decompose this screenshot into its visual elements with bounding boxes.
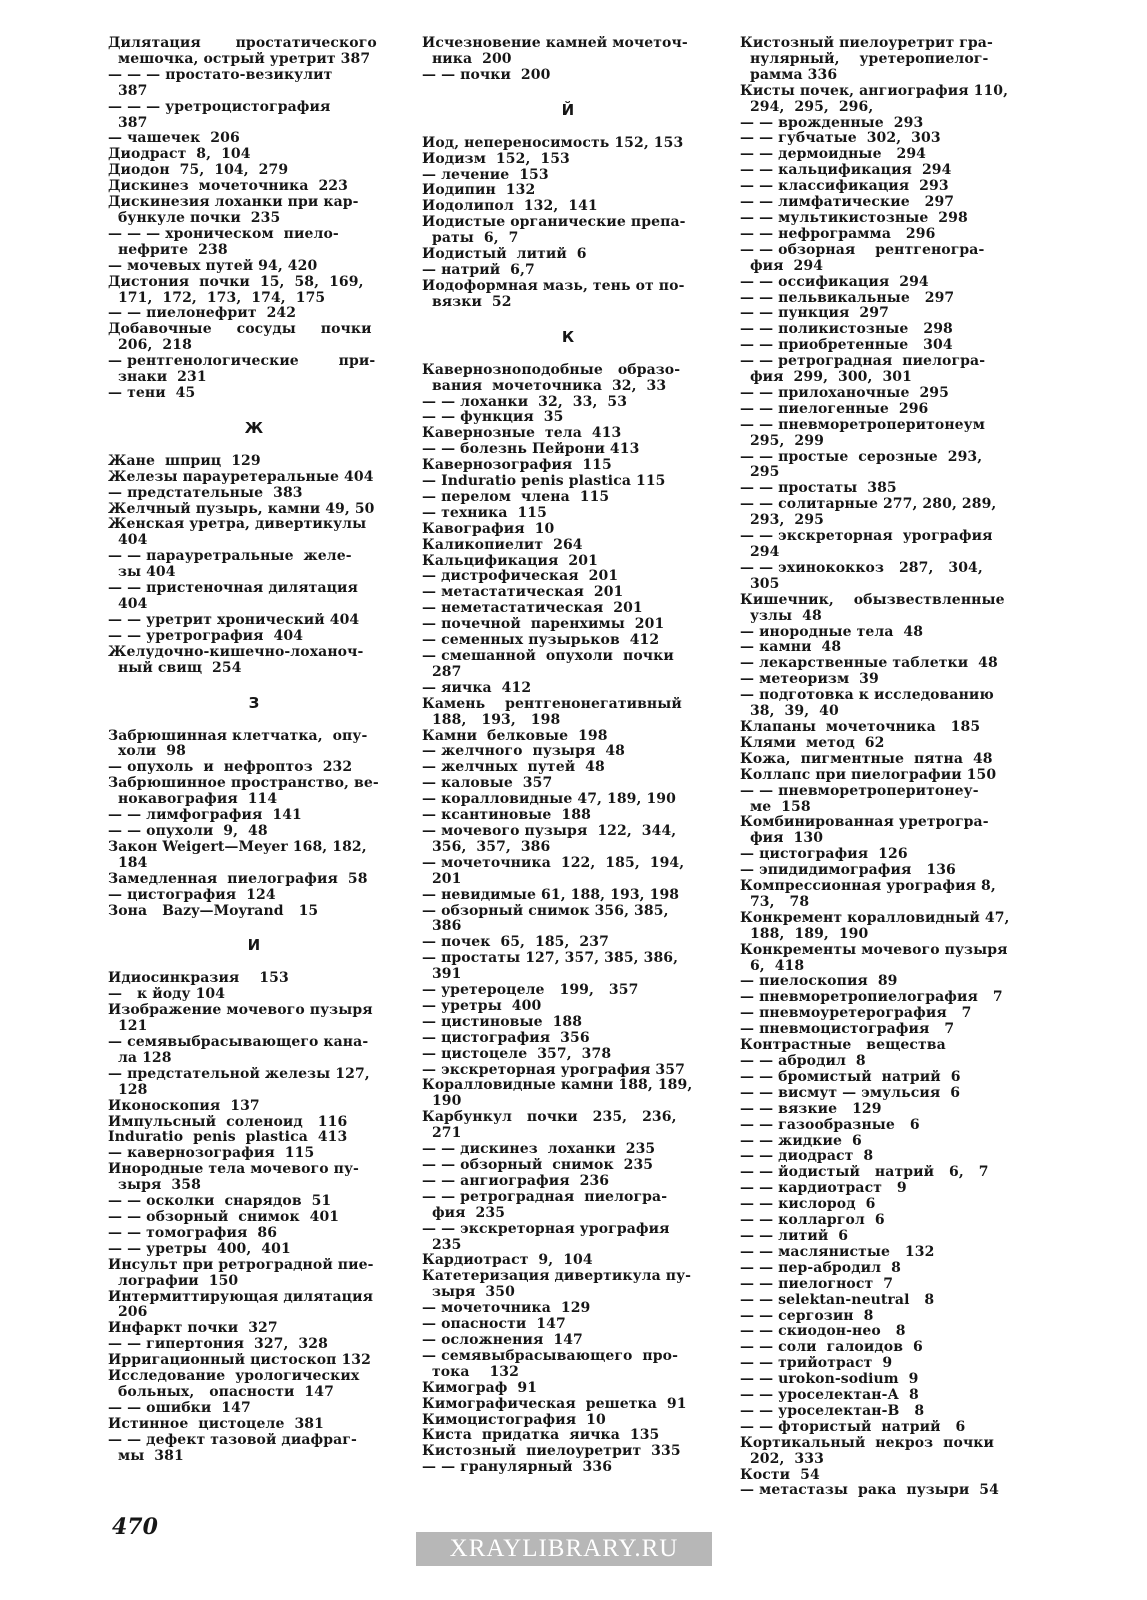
index-entry: — — литий 6	[740, 1228, 849, 1244]
index-entry: Конкремент коралловидный 47,	[740, 910, 1010, 926]
index-entry: — — скиодон-нео 8	[740, 1324, 906, 1340]
index-entry: — — гипертония 327, 328	[108, 1337, 328, 1353]
index-entry: Кавернозография 115	[422, 458, 612, 474]
page-number: 470	[112, 1514, 158, 1540]
index-entry: холи 98	[108, 744, 186, 760]
index-entry: раты 6, 7	[422, 231, 519, 247]
section-letter: Ж	[244, 418, 264, 437]
index-entry: Кости 54	[740, 1467, 820, 1483]
index-entry: Камни белковые 198	[422, 728, 608, 744]
index-entry: 356, 357, 386	[422, 839, 551, 855]
index-entry: Компрессионная урография 8,	[740, 879, 996, 895]
index-entry: — цистография 356	[422, 1030, 590, 1046]
index-entry: Дистония почки 15, 58, 169,	[108, 274, 364, 290]
index-entry: Клапаны мочеточника 185	[740, 719, 981, 735]
index-entry: 293, 295	[740, 513, 824, 529]
index-entry: — — опухоли 9, 48	[108, 823, 268, 839]
index-entry: Замедленная пиелография 58	[108, 871, 368, 887]
index-entry: — пневморетропиелография 7	[740, 990, 1003, 1006]
section-letter: И	[247, 936, 261, 955]
index-entry: вания мочеточника 32, 33	[422, 378, 667, 394]
index-entry: — — дермоидные 294	[740, 147, 927, 163]
index-entry: — — поликистозные 298	[740, 322, 953, 338]
index-entry: Кимографическая решетка 91	[422, 1396, 687, 1412]
index-entry: — — осколки снарядов 51	[108, 1194, 332, 1210]
index-entry: тока 132	[422, 1364, 519, 1380]
index-entry: Каликопиелит 264	[422, 537, 583, 553]
index-entry: Кавернозные тела 413	[422, 426, 622, 442]
index-entry: вязки 52	[422, 294, 512, 310]
index-entry: зыря 358	[108, 1178, 201, 1194]
index-entry: 184	[108, 855, 148, 871]
index-entry: Кисты почек, ангиография 110,	[740, 83, 1009, 99]
index-entry: Железы парауретеральные 404	[108, 469, 374, 485]
index-entry: — — лоханки 32, 33, 53	[422, 394, 628, 410]
index-entry: — — мультикистозные 298	[740, 210, 968, 226]
index-entry: — цистография 126	[740, 847, 908, 863]
index-entry: — пиелоскопия 89	[740, 974, 898, 990]
index-entry: 387	[108, 83, 148, 99]
index-entry: Исчезновение камней мочеточ-	[422, 36, 688, 51]
index-entry: Интермиттирующая дилятация	[108, 1289, 374, 1305]
index-entry: знаки 231	[108, 370, 207, 386]
index-entry: — ксантиновые 188	[422, 808, 591, 824]
index-entry: — уретры 400	[422, 998, 542, 1014]
index-entry: — — классификация 293	[740, 179, 949, 195]
index-entry: — тени 45	[108, 385, 196, 401]
index-entry: — — selektan-neutral 8	[740, 1292, 935, 1308]
index-entry: — кавернозография 115	[108, 1146, 315, 1162]
index-entry: 171, 172, 173, 174, 175	[108, 290, 326, 306]
index-entry: — опасности 147	[422, 1317, 566, 1333]
index-entry: — чашечек 206	[108, 131, 240, 147]
section-letter: Й	[561, 100, 575, 119]
index-entry: Кистозный пиелоуретрит гра-	[740, 36, 993, 51]
index-entry: Женская уретра, дивертикулы	[108, 517, 367, 533]
index-entry: — желчных путей 48	[422, 760, 605, 776]
index-entry: 190	[422, 1094, 462, 1110]
index-entry: нокавография 114	[108, 792, 278, 808]
index-entry: — — экскреторная урография	[422, 1221, 670, 1237]
index-entry: — — пиелогност 7	[740, 1276, 894, 1292]
index-entry: — — обзорная рентгеногра-	[740, 242, 985, 258]
index-entry: 188, 193, 198	[422, 712, 561, 728]
index-entry: 387	[108, 115, 148, 131]
index-entry: — — приобретенные 304	[740, 338, 953, 354]
index-entry: Кимоцистография 10	[422, 1412, 606, 1428]
index-column-1	[108, 36, 400, 1465]
index-entry: Киста придатка яичка 135	[422, 1428, 660, 1444]
index-entry: — — жидкие 6	[740, 1133, 862, 1149]
watermark: XRAYLIBRARY.RU	[416, 1532, 712, 1566]
index-entry: — камни 48	[740, 640, 842, 656]
index-entry: — цистоцеле 357, 378	[422, 1046, 612, 1062]
index-entry: — — пневморетроперитонеум	[740, 417, 985, 433]
index-entry: Induratio penis plastica 413	[108, 1130, 348, 1146]
index-entry: — инородные тела 48	[740, 624, 924, 640]
index-entry: — — экскреторная урография	[740, 529, 993, 545]
index-entry: 295	[740, 465, 780, 481]
index-entry: — — абродил 8	[740, 1054, 866, 1069]
index-entry: — — пиелонефрит 242	[108, 306, 297, 322]
index-entry: Идиосинкразия 153	[108, 971, 289, 987]
index-entry: — предстательной железы 127,	[108, 1066, 370, 1082]
index-entry: — — обзорный снимок 235	[422, 1158, 654, 1173]
index-entry: — — висмут — эмульсия 6	[740, 1085, 961, 1101]
index-entry: — — колларгол 6	[740, 1213, 885, 1229]
index-entry: Кавернозноподобные образо-	[422, 362, 681, 378]
index-entry: — Induratio penis plastica 115	[422, 474, 666, 490]
index-entry: — — лимфатические 297	[740, 195, 955, 211]
index-entry: — цистиновые 188	[422, 1014, 583, 1030]
index-entry: — — кардиотраст 9	[740, 1181, 907, 1197]
index-entry: — — болезнь Пейрони 413	[422, 442, 640, 458]
index-entry: — — уретрит хронический 404	[108, 612, 360, 628]
index-entry: 201	[422, 871, 462, 887]
index-entry: Зона Bazy—Moyrand 15	[108, 903, 319, 919]
index-entry: 295, 299	[740, 433, 824, 449]
index-entry: Истинное цистоцеле 381	[108, 1416, 324, 1432]
index-entry: Кардиотраст 9, 104	[422, 1253, 593, 1269]
index-entry: — — пневморетроперитонеу-	[740, 783, 979, 799]
index-entry: фия 130	[740, 831, 824, 847]
index-entry: фия 235	[422, 1205, 506, 1221]
index-entry: 287	[422, 664, 462, 680]
index-entry: Кавография 10	[422, 521, 555, 537]
index-entry: Жане шприц 129	[108, 453, 261, 469]
index-entry: 235	[422, 1237, 462, 1253]
index-entry: — — сергозин 8	[740, 1308, 874, 1324]
index-entry: Добавочные сосуды почки	[108, 322, 372, 338]
index-entry: — — бромистый натрий 6	[740, 1069, 961, 1085]
index-entry: — мочевого пузыря 122, 344,	[422, 823, 677, 839]
index-entry: — эпидидимография 136	[740, 863, 956, 879]
index-entry: Кальцификация 201	[422, 553, 598, 569]
index-entry: — — врожденные 293	[740, 115, 924, 131]
index-entry: — опухоль и нефроптоз 232	[108, 760, 353, 776]
index-entry: лографии 150	[108, 1273, 239, 1289]
index-entry: — — пункция 297	[740, 306, 889, 322]
index-entry: фия 299, 300, 301	[740, 370, 912, 386]
index-entry: — почечной паренхимы 201	[422, 617, 665, 633]
index-entry: 202, 333	[740, 1451, 824, 1467]
index-entry: 305	[740, 576, 780, 592]
index-entry: — — уроселектан-В 8	[740, 1403, 925, 1419]
index-entry: — желчного пузыря 48	[422, 744, 626, 760]
index-entry: — пневмоцистография 7	[740, 1022, 955, 1038]
index-entry: Инородные тела мочевого пу-	[108, 1162, 359, 1178]
index-entry: — перелом члена 115	[422, 489, 610, 505]
index-entry: Комбинированная уретрогра-	[740, 815, 989, 831]
index-entry: — — функция 35	[422, 410, 564, 426]
index-entry: — — уретрография 404	[108, 628, 304, 644]
index-entry: — предстательные 383	[108, 485, 303, 501]
index-entry: больных, опасности 147	[108, 1384, 334, 1400]
index-entry: — — соли галоидов 6	[740, 1340, 923, 1356]
index-entry: — мочевых путей 94, 420	[108, 258, 318, 274]
index-entry: — — почки 200	[422, 67, 551, 83]
index-entry: — — ретроградная пиелогра-	[740, 354, 986, 370]
index-entry: — — томография 86	[108, 1225, 278, 1241]
index-entry: 128	[108, 1082, 148, 1098]
index-entry: — рентгенологические при-	[108, 354, 376, 370]
index-entry: — — пристеночная дилятация	[108, 581, 358, 597]
index-entry: — — уроселектан-А 8	[740, 1388, 919, 1404]
index-entry: Диодраст 8, 104	[108, 147, 251, 163]
index-entry: — — — простато-везикулит	[108, 67, 333, 83]
index-entry: Клями метод 62	[740, 735, 885, 751]
index-entry: — — дефект тазовой диафраг-	[108, 1432, 357, 1448]
index-entry: Коллапс при пиелографии 150	[740, 767, 997, 783]
index-entry: Изображение мочевого пузыря	[108, 1003, 373, 1019]
index-entry: Йодипин 132	[422, 183, 536, 199]
index-entry: Забрюшинная клетчатка, опу-	[108, 728, 368, 744]
index-entry: — — простые серозные 293,	[740, 449, 983, 465]
index-entry: 386	[422, 919, 462, 935]
index-entry: — — urokon-sodium 9	[740, 1372, 919, 1388]
index-entry: — — фтористый натрий 6	[740, 1419, 966, 1435]
index-entry: нефрите 238	[108, 242, 228, 258]
index-entry: узлы 48	[740, 608, 822, 624]
index-entry: — к йоду 104	[108, 987, 226, 1003]
index-entry: — — оссификация 294	[740, 274, 929, 290]
index-entry: ла 128	[108, 1050, 172, 1066]
index-entry: — подготовка к исследованию	[740, 688, 994, 704]
index-entry: рамма 336	[740, 67, 838, 83]
index-entry: 294, 295, 296,	[740, 99, 874, 115]
index-entry: — — — уретроцистография	[108, 99, 331, 115]
index-entry: — — лимфография 141	[108, 808, 302, 824]
index-entry: — — гранулярный 336	[422, 1460, 613, 1476]
index-entry: Конкременты мочевого пузыря	[740, 942, 1008, 958]
index-entry: Йодизм 152, 153	[422, 151, 570, 167]
index-entry: — — маслянистые 132	[740, 1244, 935, 1260]
index-entry: — — солитарные 277, 280, 289,	[740, 497, 997, 513]
index-entry: 188, 189, 190	[740, 926, 869, 942]
index-entry: — натрий 6,7	[422, 262, 535, 278]
section-letter: К	[561, 327, 575, 346]
index-entry: Контрастные вещества	[740, 1038, 946, 1054]
index-entry: — осложнения 147	[422, 1332, 583, 1348]
index-entry: Иконоскопия 137	[108, 1098, 260, 1114]
index-entry: — невидимые 61, 188, 193, 198	[422, 887, 680, 903]
index-entry: — — дискинез лоханки 235	[422, 1142, 656, 1158]
index-entry: Желчный пузырь, камни 49, 50	[108, 501, 375, 517]
index-entry: — обзорный снимок 356, 385,	[422, 903, 669, 919]
index-entry: — метастазы рака пузыри 54	[740, 1483, 999, 1499]
index-entry: — пневмоуретерография 7	[740, 1006, 972, 1022]
index-entry: зыря 350	[422, 1285, 515, 1301]
index-entry: — — ретроградная пиелогра-	[422, 1189, 668, 1205]
index-entry: — семявыбрасывающего про-	[422, 1348, 678, 1364]
index-column-2	[422, 36, 714, 1476]
index-entry: — смешанной опухоли почки	[422, 649, 674, 664]
index-entry: Дискинезия лоханки при кар-	[108, 195, 359, 211]
index-entry: Кимограф 91	[422, 1380, 538, 1396]
index-entry: — — нефрограмма 296	[740, 226, 936, 242]
index-entry: — техника 115	[422, 505, 547, 521]
index-entry: — лекарственные таблетки 48	[740, 656, 998, 672]
index-entry: Инсульт при ретроградной пие-	[108, 1257, 374, 1273]
index-entry: — метеоризм 39	[740, 672, 879, 688]
index-entry: — — губчатые 302, 303	[740, 131, 941, 147]
index-entry: Кишечник, обызвествленные	[740, 592, 1005, 608]
index-entry: бункуле почки 235	[108, 210, 281, 226]
index-entry: Забрюшинное пространство, ве-	[108, 776, 379, 792]
index-entry: Кортикальный некроз почки	[740, 1435, 994, 1451]
index-entry: нулярный, уретеропиелог-	[740, 51, 989, 67]
index-entry: — метастатическая 201	[422, 585, 624, 601]
index-entry: 404	[108, 533, 148, 549]
index-entry: Закон Weigert—Meyer 168, 182,	[108, 839, 367, 855]
index-entry: Камень рентгенонегативный	[422, 696, 682, 712]
index-entry: ника 200	[422, 51, 512, 67]
index-entry: Кистозный пиелоуретрит 335	[422, 1444, 681, 1460]
index-entry: — — ангиография 236	[422, 1173, 610, 1189]
index-entry: — — пельвикальные 297	[740, 290, 955, 306]
index-entry: 206	[108, 1305, 148, 1321]
index-entry: — — трийотраст 9	[740, 1356, 893, 1372]
index-entry: 38, 39, 40	[740, 704, 839, 720]
index-entry: — — простаты 385	[740, 481, 897, 497]
index-entry: — цистография 124	[108, 887, 276, 903]
index-entry: — — вязкие 129	[740, 1101, 882, 1117]
index-entry: — — — хроническом пиело-	[108, 226, 339, 242]
index-entry: ме 158	[740, 799, 811, 815]
index-entry: — мочеточника 122, 185, 194,	[422, 855, 685, 871]
index-entry: фия 294	[740, 258, 824, 274]
index-entry: 404	[108, 597, 148, 612]
index-entry: Инфаркт почки 327	[108, 1321, 278, 1337]
index-entry: — — газообразные 6	[740, 1117, 920, 1133]
index-entry: Желудочно-кишечно-лоханоч-	[108, 644, 364, 660]
index-entry: 206, 218	[108, 338, 192, 354]
index-entry: Карбункул почки 235, 236,	[422, 1110, 677, 1126]
index-entry: мешочка, острый уретрит 387	[108, 51, 371, 67]
index-entry: Ирригационный цистоскоп 132	[108, 1353, 371, 1369]
index-entry: — — кислород 6	[740, 1197, 876, 1213]
index-entry: Йодоформная мазь, тень от по-	[422, 278, 685, 294]
index-entry: — — пиелогенные 296	[740, 401, 929, 417]
index-entry: — яичка 412	[422, 680, 532, 696]
index-entry: — почек 65, 185, 237	[422, 935, 609, 951]
index-entry: Импульсный соленоид 116	[108, 1114, 348, 1130]
index-entry: Дилятация простатического	[108, 36, 377, 51]
index-column-3	[740, 36, 1032, 1499]
index-entry: Дискинез мочеточника 223	[108, 179, 348, 195]
index-entry: Кожа, пигментные пятна 48	[740, 751, 993, 767]
index-entry: — простаты 127, 357, 385, 386,	[422, 951, 679, 967]
index-entry: 271	[422, 1126, 462, 1142]
index-entry: Катетеризация дивертикула пу-	[422, 1269, 692, 1285]
index-entry: зы 404	[108, 565, 176, 581]
index-entry: 391	[422, 967, 462, 983]
index-entry: — — прилоханочные 295	[740, 385, 949, 401]
index-entry: — семявыбрасывающего кана-	[108, 1035, 369, 1051]
index-entry: 121	[108, 1019, 148, 1035]
index-entry: — семенных пузырьков 412	[422, 633, 660, 649]
index-entry: — каловые 357	[422, 776, 553, 792]
index-entry: — экскреторная урография 357	[422, 1062, 685, 1078]
index-entry: — — эхинококкоз 287, 304,	[740, 560, 983, 576]
index-entry: — — парауретральные желе-	[108, 549, 352, 565]
index-entry: — неметастатическая 201	[422, 601, 643, 617]
index-entry: Коралловидные камни 188, 189,	[422, 1078, 693, 1094]
index-entry: мы 381	[108, 1448, 184, 1464]
index-entry: — уретероцеле 199, 357	[422, 983, 639, 999]
index-entry: — лечение 153	[422, 167, 549, 183]
index-entry: Диодон 75, 104, 279	[108, 163, 289, 179]
index-entry: — — пер-абродил 8	[740, 1260, 901, 1276]
index-entry: — мочеточника 129	[422, 1301, 591, 1317]
index-entry: — — уретры 400, 401	[108, 1241, 291, 1257]
index-entry: Йодистые органические препа-	[422, 215, 686, 231]
index-entry: Йодолипол 132, 141	[422, 199, 598, 215]
index-entry: — дистрофическая 201	[422, 569, 619, 585]
index-entry: — коралловидные 47, 189, 190	[422, 792, 676, 808]
index-entry: Йод, непереносимость 152, 153	[422, 135, 684, 151]
index-entry: Исследование урологических	[108, 1369, 360, 1385]
index-entry: — — обзорный снимок 401	[108, 1210, 340, 1225]
index-entry: — — кальцификация 294	[740, 163, 952, 179]
index-entry: 6, 418	[740, 958, 805, 974]
index-entry: ный свищ 254	[108, 660, 242, 676]
index-entry: 73, 78	[740, 894, 810, 910]
index-entry: Йодистый литий 6	[422, 247, 587, 263]
index-entry: — — диодраст 8	[740, 1149, 874, 1165]
index-entry: — — йодистый натрий 6, 7	[740, 1165, 989, 1181]
index-entry: 294	[740, 545, 780, 560]
index-entry: — — ошибки 147	[108, 1400, 251, 1416]
section-letter: З	[248, 693, 260, 712]
